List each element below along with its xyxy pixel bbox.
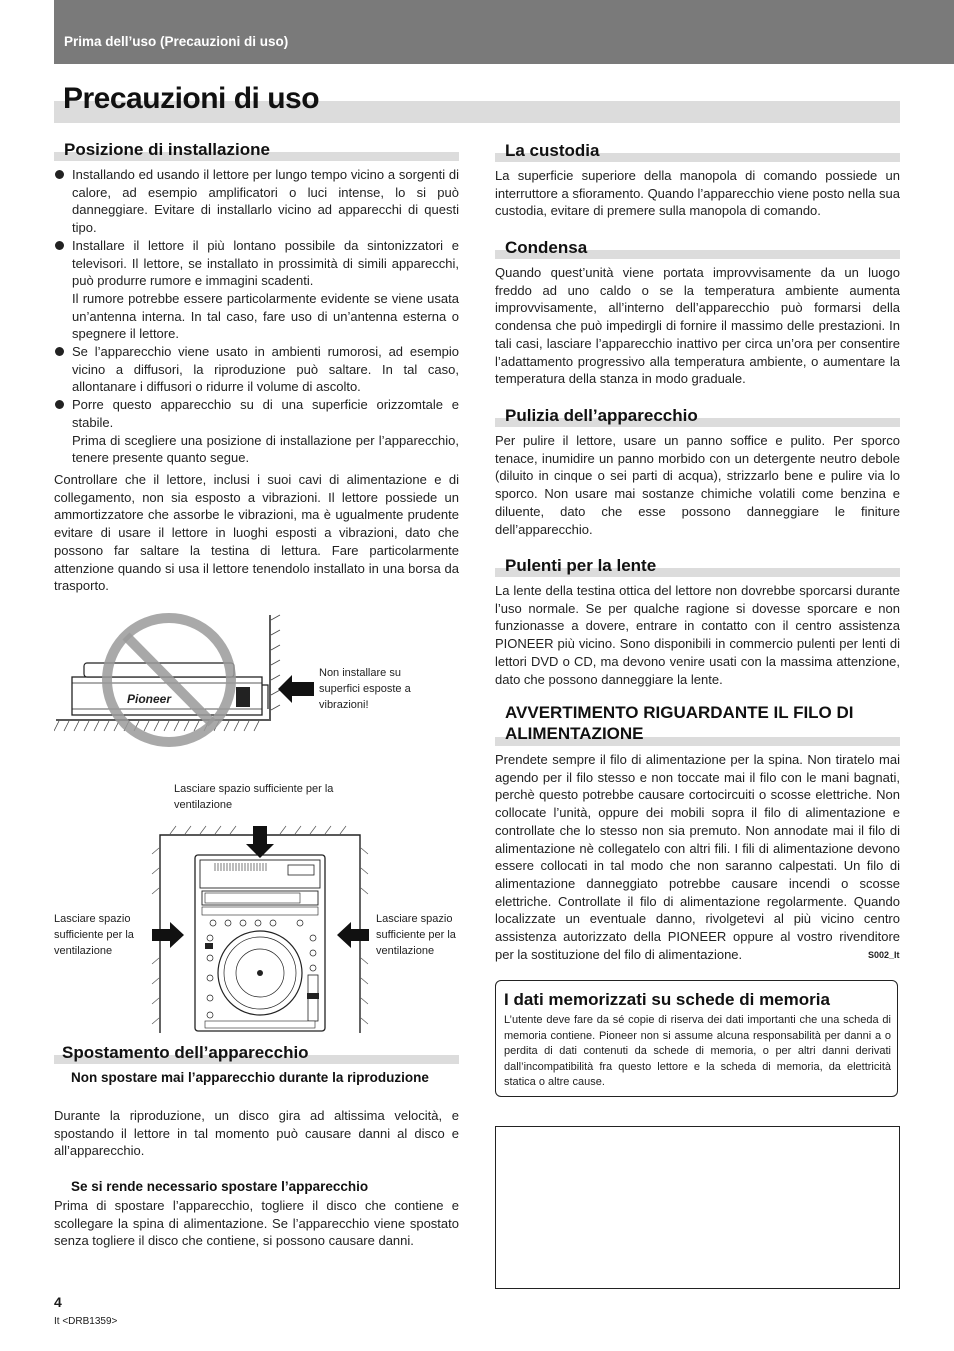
custodia-paragraph: La superficie superiore della manopola di comando possiede un interruttore a sfioramento. Quando l’apparecchio viene posto nella sua custodia, evitare di premere sulla manopola di comando. — [495, 168, 900, 219]
list-item: Porre questo apparecchio su di una superficie orizzomtale e stabile. Prima di scegliere una posizione di installazione per l’apparecchio, tenere presente quanto segue. — [54, 396, 459, 467]
memoria-paragraph: L’utente deve fare da sé copie di riserva dei dati importanti che una scheda di memoria contiene. Pioneer non si assume alcuna responsabilità per danni a o perdita di dati contenuti da schede di memoria, o per altri danni derivati dall’incompatibilità fra questo lettore e la scheda di memoria, da elettricità statica o altre cause. — [504, 1014, 891, 1089]
section-heading-spostamento — [54, 1040, 459, 1064]
arrow-left-icon — [278, 672, 314, 706]
installazione-paragraph: Controllare che il lettore, inclusi i suoi cavi di alimentazione e di collegamento, non sia esposto a vibrazioni. Il lettore possiede un ammortizzatore che assorbe le vibrazioni, ma è ugualmente prudente evitare di usare il lettore in luoghi esposti a vibrazioni, dato che possono far saltare la testina di lettura. Fare particolarmente attenzione quando si usa il lettore tenendolo installato in una borsa da trasporto. — [54, 472, 459, 594]
caption-ventilation-right: Lasciare spazio sufficiente per la ventilazione — [376, 913, 456, 957]
heading-custodia: La custodia — [505, 141, 600, 160]
pioneer-logo-text: Pioneer — [126, 692, 172, 706]
heading-pulenti: Pulenti per la lente — [505, 556, 657, 575]
caption-ventilation-top: Lasciare spazio sufficiente per la ventilazione — [174, 783, 334, 811]
heading-condensa: Condensa — [505, 238, 588, 257]
condensa-paragraph: Quando quest’unità viene portata improvvisamente da un luogo freddo ad uno caldo o se la temperatura ambiente aumenta improvvisamente, all’interno dell’apparecchio può formarsi della condensa che può impedirgli di fornire il massimo delle prestazioni. In tali casi, lasciare l’apparecchio inattivo per circa un’ora per consentire l’adattamento progressivo alla temperatura ambiente, o aumentare la temperatura della stanza in modo graduale. — [495, 265, 900, 387]
heading-installazione: Posizione di installazione — [64, 140, 270, 159]
list-item: Installare il lettore il più lontano possibile da sintonizzatori e televisori. Il lettore, se installato in prossimità di simili apparecchi, può produrre rumore e immagini scadenti. Il rumore potrebbe essere particolarmente evidente se viene usata un’antenna interna. In tal caso, fare uso di un’antenna esterna o spegnere il lettore. — [54, 237, 459, 343]
arrow-down-icon — [245, 826, 275, 858]
section-heading-pulenti — [495, 553, 900, 577]
subheading-spostare: Se si rende necessario spostare l’apparecchio — [71, 1179, 369, 1194]
avvertimento-paragraph: Prendete sempre il filo di alimentazione per la spina. Non tiratelo mai agendo per il filo stesso e non toccate mai il filo con le mani bagnati, perchè questo potrebbe causare cortocircuiti o scosse elettriche. Non collocate l’unità, oppure dei mobili sopra il filo di alimentazione e controllate che lo stesso non sia premuto. Non annodate mai il filo di alimentazione nè collegatelo con altri fili. I fili di alimentazione devono essere collocati in tal modo che non saranno calpestati. Un filo di alimentazione danneggiato potrebbe causare incendi o scosse elettriche. Controllate il filo di alimentazione regolarmente. Quando localizzate un eventuale danno, rivolgetevi al più vicino centro assistenza autorizzato della PIONEER oppure al vostro rivenditore per la sostituzione del filo di alimentazione. — [495, 752, 900, 962]
heading-avvertimento: AVVERTIMENTO RIGUARDANTE IL FILO DI ALIMENTAZIONE — [505, 703, 854, 743]
spostamento-paragraph-1: Durante la riproduzione, un disco gira ad altissima velocità, e spostando il lettore in tal momento può causare danni al disco e all’apparecchio. — [54, 1108, 459, 1159]
memory-card-notice — [495, 980, 898, 1097]
bullet-icon — [55, 347, 64, 356]
subheading-riproduzione: Non spostare mai l’apparecchio durante la riproduzione — [71, 1070, 429, 1085]
bullet-icon — [55, 170, 64, 179]
page-title: Precauzioni di uso — [63, 82, 320, 115]
document-code-s002: S002_It — [868, 950, 900, 960]
pulizia-paragraph: Per pulire il lettore, usare un panno soffice e pulito. Per sporco tenace, inumidire un panno morbido con un detergente neutro debole (diluito in cinque o sei parti di acqua), strizzarlo bene e pulire via lo sporco. Non usare mai sostanze chimiche volatili come benzina e diluente, dato che esse possono danneggiare le finiture dell’apparecchio. — [495, 433, 900, 537]
section-heading-installazione — [54, 137, 459, 161]
bullet-icon — [55, 400, 64, 409]
arrow-right-icon — [152, 921, 184, 949]
section-heading-custodia — [495, 138, 900, 162]
section-heading-avvertimento — [495, 702, 900, 746]
bullet-icon — [55, 241, 64, 250]
header-bar — [54, 0, 954, 64]
caption-ventilation-left: Lasciare spazio sufficiente per la ventilazione — [54, 913, 134, 957]
heading-spostamento: Spostamento dell’apparecchio — [62, 1043, 309, 1062]
arrow-left-icon — [337, 921, 369, 949]
heading-memoria: I dati memorizzati su schede di memoria — [504, 990, 830, 1009]
pulenti-paragraph: La lente della testina ottica del lettore non dovrebbe sporcarsi durante l’uso normale. Se per qualche ragione si dovesse sporcare e non funzionasse a dovere, entrare in contatto con il centro assistenza PIONEER più vicino. Sono disponibili in commercio pulenti per lenti di lettori DVD o CD, ma devono venire usati con la massima attenzione, dato che possono danneggiare la lente. — [495, 583, 900, 687]
list-item: Installando ed usando il lettore per lungo tempo vicino a sorgenti di calore, ad esempio amplificatori o luci intense, lo si può danneggiare. Evitare di installarlo vicino ad apparecchi di questi tipo. — [54, 166, 459, 237]
page-number: 4 — [54, 1294, 62, 1310]
empty-box — [495, 1126, 900, 1289]
section-heading-pulizia — [495, 403, 900, 427]
section-heading-condensa — [495, 235, 900, 259]
caption-vibration: Non installare su superfici esposte a vibrazioni! — [319, 667, 411, 711]
breadcrumb: Prima dell’uso (Precauzioni di uso) — [64, 34, 289, 49]
doc-code: It <DRB1359> — [54, 1316, 118, 1327]
vibration-warning-illustration — [54, 605, 304, 755]
heading-pulizia: Pulizia dell’apparecchio — [505, 406, 698, 425]
spostamento-paragraph-2: Prima di spostare l’apparecchio, togliere il disco che contiene e scollegare la spina di alimentazione. Se l’apparecchio viene spostato senza togliere il disco che contiene, si possono causare danni. — [54, 1198, 459, 1249]
installazione-bullet-list — [54, 166, 459, 467]
list-item: Se l’apparecchio viene usato in ambienti rumorosi, ad esempio vicino a diffusori, la riproduzione può saltare. In tal caso, allontanare i diffusori o ridurre il volume di ascolto. — [54, 343, 459, 396]
